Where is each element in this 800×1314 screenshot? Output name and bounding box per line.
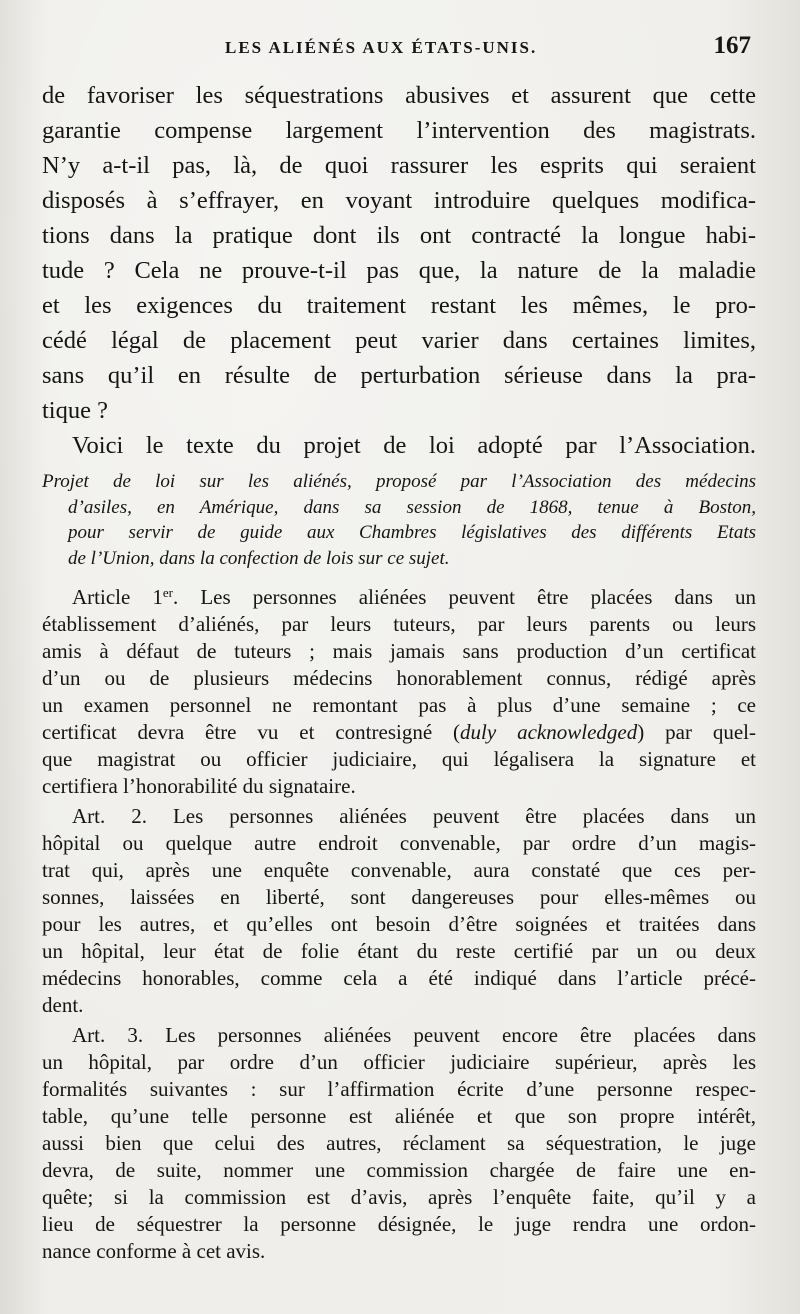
text-line: pour les autres, et qu’elles ont besoin d’être soignées et traitées dans <box>42 912 756 937</box>
voici-line: Voici le texte du projet de loi adopté par l’Association. <box>72 432 756 459</box>
text-line: lieu de séquestrer la personne désignée, le juge rendra une ordon- <box>42 1212 756 1237</box>
text-line: N’y a-t-il pas, là, de quoi rassurer les esprits qui seraient <box>42 152 756 179</box>
text-line: tions dans la pratique dont ils ont contracté la longue habi- <box>42 222 756 249</box>
text-line: disposés à s’effrayer, en voyant introduire quelques modifica- <box>42 187 756 214</box>
caption-line: d’asiles, en Amérique, dans sa session de 1868, tenue à Boston, <box>68 496 756 518</box>
article-1-label: Article 1 <box>72 585 163 610</box>
text-line: Art. 2. Les personnes aliénées peuvent être placées dans un <box>72 804 756 829</box>
article-1-duly-line <box>42 719 756 746</box>
caption-line: pour servir de guide aux Chambres législatives des différents Etats <box>68 522 756 543</box>
page-number: 167 <box>713 32 751 59</box>
text-line: tude ? Cela ne prouve-t-il pas que, la nature de la maladie <box>42 257 756 284</box>
bill-caption <box>42 469 756 571</box>
text-line: formalités suivantes : sur l’affirmation écrite d’une personne respec- <box>42 1077 756 1102</box>
text-line: devra, de suite, nommer une commission chargée de faire une en- <box>42 1158 756 1183</box>
text-line: cédé légal de placement peut varier dans certaines limites, <box>42 327 756 354</box>
page-header <box>40 32 755 68</box>
text-line: sonnes, laissées en liberté, sont dangereuses pour elles-mêmes ou <box>42 885 756 910</box>
page-body <box>42 78 756 1265</box>
text-line: table, qu’une telle personne est aliénée et que son propre intérêt, <box>42 1104 756 1129</box>
article-3 <box>42 1022 756 1265</box>
article-2 <box>42 803 756 1019</box>
intro-paragraph <box>42 78 756 463</box>
text-line: garantie compense largement l’intervention des magistrats. <box>42 117 756 144</box>
text-line: médecins honorables, comme cela a été indiqué dans l’article précé- <box>42 966 756 991</box>
article-1-superscript: er <box>162 585 174 600</box>
text-line: un examen personnel ne remontant pas à plus d’une semaine ; ce <box>42 693 756 718</box>
article-1 <box>42 579 756 800</box>
text-line: tique ? <box>42 397 108 424</box>
text-line: et les exigences du traitement restant les mêmes, le pro- <box>42 292 756 319</box>
duly-before: certificat devra être vu et contresigné ( <box>42 720 461 745</box>
text-line: un hôpital, par ordre d’un officier judiciaire supérieur, après les <box>42 1050 756 1075</box>
running-title: LES ALIÉNÉS AUX ÉTATS-UNIS. <box>225 38 538 57</box>
text-line: un hôpital, leur état de folie étant du reste certifié par un ou deux <box>42 939 756 964</box>
text-line: nance conforme à cet avis. <box>42 1239 266 1264</box>
duly-acknowledged: duly acknowledged <box>460 720 638 745</box>
text-line: que magistrat ou officier judiciaire, qui légalisera la signature et <box>42 747 756 772</box>
text-line: hôpital ou quelque autre endroit convenable, par ordre d’un magis- <box>42 831 756 856</box>
text-line: sans qu’il en résulte de perturbation sérieuse dans la pra- <box>42 362 756 389</box>
caption-line: Projet de loi sur les aliénés, proposé par l’Association des médecins <box>42 471 756 492</box>
text-line: aussi bien que celui des autres, réclament sa séquestration, le juge <box>42 1131 756 1156</box>
text-line: trat qui, après une enquête convenable, aura constaté que ces per- <box>42 858 756 883</box>
text-line: amis à défaut de tuteurs ; mais jamais sans production d’un certificat <box>42 639 756 664</box>
text-line: quête; si la commission est d’avis, après l’enquête faite, qu’il y a <box>42 1185 756 1210</box>
article-1-first-rest: . Les personnes aliénées peuvent être placées dans un <box>173 585 757 610</box>
text-line: établissement d’aliénés, par leurs tuteurs, par leurs parents ou leurs <box>42 612 756 637</box>
caption-line: de l’Union, dans la confection de lois sur ce sujet. <box>68 547 450 569</box>
text-line: certifiera l’honorabilité du signataire. <box>42 774 356 799</box>
article-1-first-line <box>42 579 756 611</box>
text-line: Art. 3. Les personnes aliénées peuvent encore être placées dans <box>72 1023 756 1048</box>
text-line: dent. <box>42 993 84 1018</box>
text-line: d’un ou de plusieurs médecins honorablement connus, rédigé après <box>42 666 756 691</box>
duly-after: ) par quel- <box>637 720 756 745</box>
text-line: de favoriser les séquestrations abusives et assurent que cette <box>42 82 756 109</box>
